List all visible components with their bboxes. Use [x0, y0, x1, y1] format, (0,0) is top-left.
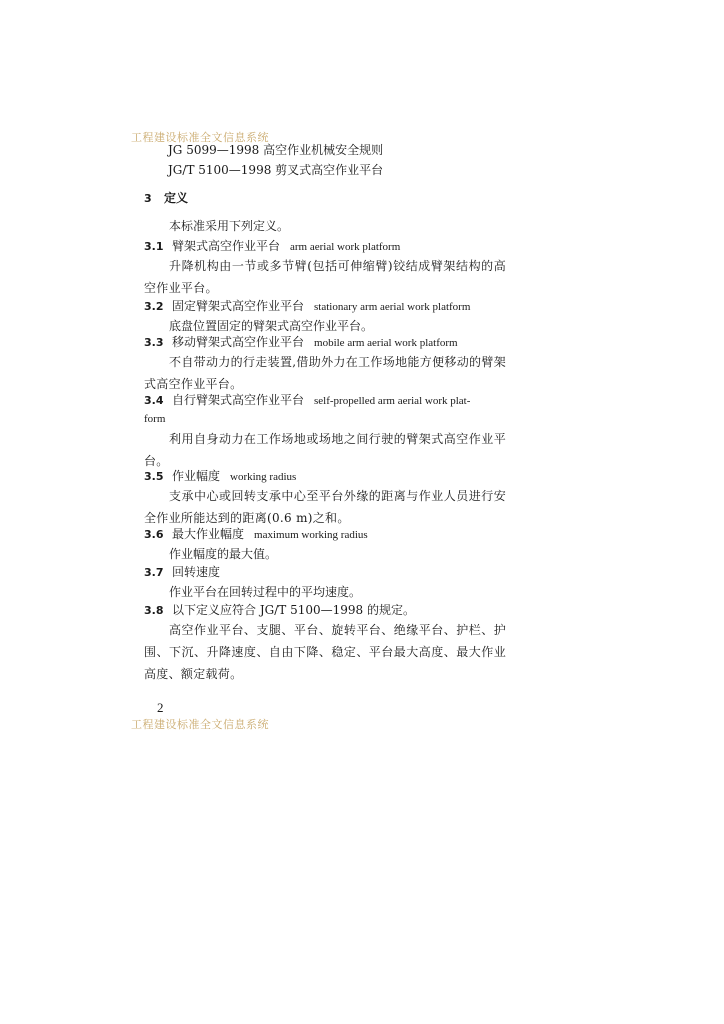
clause-number: 3.2 [144, 300, 164, 313]
section-number: 3 [144, 192, 152, 205]
definition-3-2-term [144, 298, 470, 315]
definition-3-4-term [144, 392, 470, 409]
term-cn: 以下定义应符合 JG/T 5100—1998 的规定。 [172, 603, 415, 617]
definition-3-1-body: 升降机构由一节或多节臂(包括可伸缩臂)铰结成臂架结构的高空作业平台。 [144, 259, 506, 295]
term-en-continuation: form [144, 413, 166, 425]
term-cn: 作业幅度 [172, 469, 221, 483]
definition-3-6-body: 作业幅度的最大值。 [169, 547, 278, 561]
clause-number: 3.6 [144, 528, 164, 541]
term-cn: 最大作业幅度 [172, 527, 245, 541]
term-en: maximum working radius [254, 529, 368, 541]
clause-number: 3.5 [144, 470, 164, 483]
definition-3-1-term [144, 238, 400, 255]
term-cn: 自行臂架式高空作业平台 [172, 393, 305, 407]
reference-jgt5100: JG/T 5100—1998 剪叉式高空作业平台 [168, 163, 384, 177]
definition-3-6-term [144, 526, 368, 543]
clause-number: 3.7 [144, 566, 164, 579]
definition-3-8-body: 高空作业平台、支腿、平台、旋转平台、绝缘平台、护栏、护围、下沉、升降速度、自由下降、稳定、平台最大高度、最大作业高度、额定载荷。 [144, 623, 506, 681]
page-number: 2 [157, 700, 164, 715]
clause-number: 3.8 [144, 604, 164, 617]
term-cn: 固定臂架式高空作业平台 [172, 299, 305, 313]
clause-number: 3.4 [144, 394, 164, 407]
term-en: self-propelled arm aerial work plat- [314, 395, 471, 407]
definition-3-4-term-continuation [144, 410, 165, 427]
term-cn: 臂架式高空作业平台 [172, 239, 281, 253]
definition-3-8-term [144, 602, 415, 619]
watermark-bottom: 工程建设标准全文信息系统 [131, 718, 269, 731]
definition-3-7-body: 作业平台在回转过程中的平均速度。 [169, 585, 362, 599]
term-en: mobile arm aerial work platform [314, 337, 458, 349]
section-title: 定义 [164, 191, 189, 205]
term-en: working radius [230, 471, 297, 483]
term-en: arm aerial work platform [290, 241, 401, 253]
term-cn: 移动臂架式高空作业平台 [172, 335, 305, 349]
definition-3-2-body: 底盘位置固定的臂架式高空作业平台。 [169, 319, 374, 333]
watermark-top: 工程建设标准全文信息系统 [131, 131, 269, 144]
clause-number: 3.3 [144, 336, 164, 349]
term-cn: 回转速度 [172, 565, 221, 579]
definition-3-7-term [144, 564, 220, 581]
clause-number: 3.1 [144, 240, 164, 253]
definition-3-5-term [144, 468, 296, 485]
section-heading [144, 190, 188, 207]
definition-3-5-body: 支承中心或回转支承中心至平台外缘的距离与作业人员进行安全作业所能达到的距离(0.6 m)之和。 [144, 489, 506, 525]
section-intro: 本标准采用下列定义。 [169, 219, 290, 233]
definition-3-3-body: 不自带动力的行走装置,借助外力在工作场地能方便移动的臂架式高空作业平台。 [144, 355, 506, 391]
definition-3-4-body: 利用自身动力在工作场地或场地之间行驶的臂架式高空作业平台。 [144, 432, 506, 468]
definition-3-3-term [144, 334, 458, 351]
term-en: stationary arm aerial work platform [314, 301, 471, 313]
reference-jg5099: JG 5099—1998 高空作业机械安全规则 [168, 143, 384, 157]
